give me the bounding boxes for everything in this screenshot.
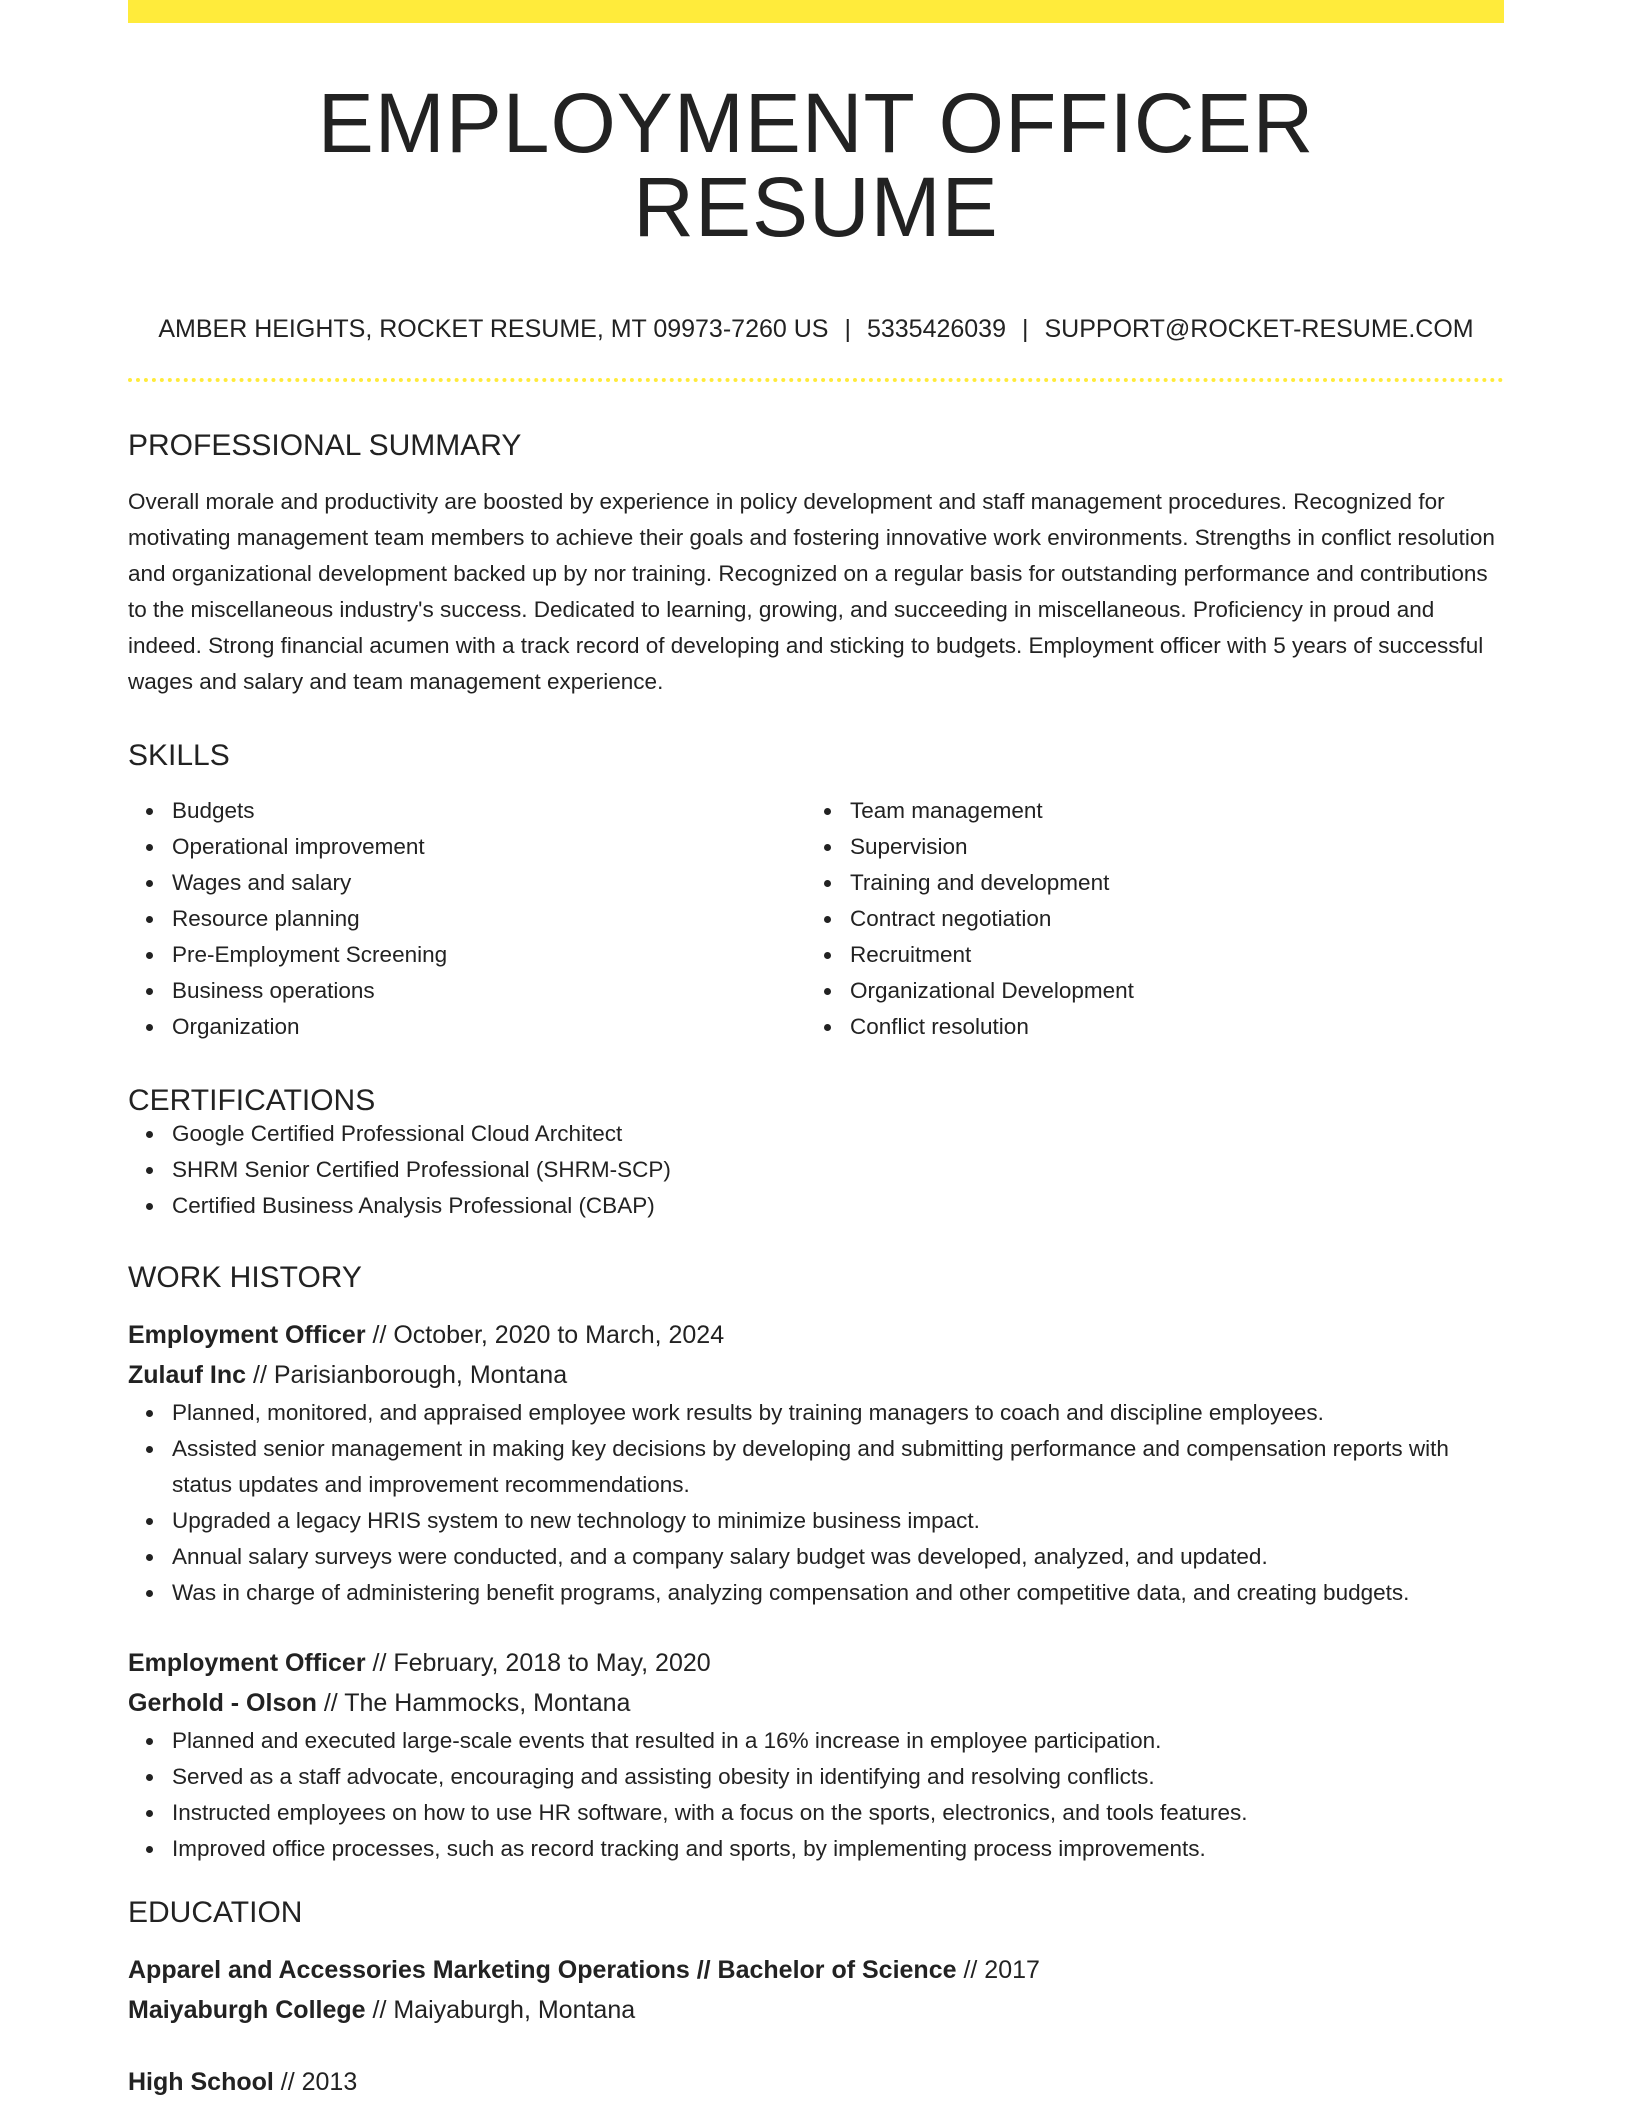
job-title-line [128,1315,1504,1355]
skill-item: Budgets [172,793,806,829]
job-company-line [128,1683,1504,1723]
job-bullet: Planned and executed large-scale events that resulted in a 16% increase in employee participation. [172,1723,1504,1759]
job-bullets [128,1395,1504,1611]
skill-item: Team management [850,793,1484,829]
job-company: Gerhold - Olson [128,1689,317,1717]
job-title: Employment Officer [128,1321,366,1349]
skills-heading: SKILLS [128,739,230,772]
skill-item: Organizational Development [850,973,1484,1009]
education-location: // Maiyaburgh, Montana [372,1996,636,2024]
certification-item: SHRM Senior Certified Professional (SHRM-SCP) [172,1152,1504,1188]
accent-top-bar [128,0,1504,23]
job-bullet: Improved office processes, such as record tracking and sports, by implementing process improvements. [172,1831,1504,1867]
job-dates: // February, 2018 to May, 2020 [372,1649,711,1677]
skill-item: Supervision [850,829,1484,865]
skills-column-left [128,793,806,1045]
job-bullet: Assisted senior management in making key decisions by developing and submitting performance and compensation reports with status updates and improvement recommendations. [172,1431,1504,1503]
job-bullet: Served as a staff advocate, encouraging and assisting obesity in identifying and resolving conflicts. [172,1759,1504,1795]
contact-separator: | [844,315,851,343]
skills-list-left [128,793,806,1045]
dotted-divider [128,378,1504,382]
education-school-line [128,1990,1504,2030]
skill-item: Resource planning [172,901,806,937]
skill-item: Pre-Employment Screening [172,937,806,973]
skill-item: Recruitment [850,937,1484,973]
contact-email: SUPPORT@ROCKET-RESUME.COM [1044,315,1474,343]
work-history-heading: WORK HISTORY [128,1261,362,1294]
certification-item: Google Certified Professional Cloud Architect [172,1116,1504,1152]
job-title: Employment Officer [128,1649,366,1677]
skills-grid [128,793,1504,1045]
skill-item: Contract negotiation [850,901,1484,937]
skill-item: Wages and salary [172,865,806,901]
certifications-heading: CERTIFICATIONS [128,1084,376,1117]
job-bullets [128,1723,1504,1867]
job-company: Zulauf Inc [128,1361,247,1389]
education-heading: EDUCATION [128,1896,303,1929]
skills-list-right [806,793,1484,1045]
education-year: // 2013 [280,2068,358,2096]
job-location: // The Hammocks, Montana [323,1689,631,1717]
contact-separator: | [1022,315,1029,343]
education-school: Maiyaburgh College [128,1996,366,2024]
education-degree-line [128,2062,1504,2102]
education-degree-line [128,1950,1504,1990]
skills-column-right [806,793,1484,1045]
contact-line [128,317,1504,342]
certification-item: Certified Business Analysis Professional (CBAP) [172,1188,1504,1224]
job-bullet: Annual salary surveys were conducted, and a company salary budget was developed, analyzed, and updated. [172,1539,1504,1575]
job-bullet: Planned, monitored, and appraised employee work results by training managers to coach and discipline employees. [172,1395,1504,1431]
skill-item: Operational improvement [172,829,806,865]
job-bullet: Was in charge of administering benefit programs, analyzing compensation and other competitive data, and creating budgets. [172,1575,1504,1611]
contact-phone: 5335426039 [866,315,1006,343]
education-year: // 2017 [963,1956,1040,1984]
job-bullet: Upgraded a legacy HRIS system to new technology to minimize business impact. [172,1503,1504,1539]
contact-address: AMBER HEIGHTS, ROCKET RESUME, MT 09973-7260 US [158,315,829,343]
summary-text: Overall morale and productivity are boosted by experience in policy development and staff management procedures. Recognized for motivating management team members to achieve their goals and fostering innovative work environments. Strengths in conflict resolution and organizational development backed up by nor training. Recognized on a regular basis for outstanding performance and contributions to the miscellaneous industry's success. Dedicated to learning, growing, and succeeding in miscellaneous. Proficiency in proud and indeed. Strong financial acumen with a track record of developing and sticking to budgets. Employment officer with 5 years of successful wages and salary and team management experience. [128,489,1495,694]
resume-page [128,0,1504,2102]
certifications-list [128,1116,1504,1224]
job-bullet: Instructed employees on how to use HR software, with a focus on the sports, electronics, and tools features. [172,1795,1504,1831]
education-degree: Apparel and Accessories Marketing Operations // Bachelor of Science [128,1956,957,1984]
job-company-line [128,1355,1504,1395]
job-title-line [128,1643,1504,1683]
job-dates: // October, 2020 to March, 2024 [372,1321,725,1349]
education-degree: High School [128,2068,274,2096]
skill-item: Business operations [172,973,806,1009]
resume-title: EMPLOYMENT OFFICER RESUME [317,76,1315,254]
job-location: // Parisianborough, Montana [253,1361,568,1389]
skill-item: Organization [172,1009,806,1045]
skill-item: Training and development [850,865,1484,901]
skill-item: Conflict resolution [850,1009,1484,1045]
summary-heading: PROFESSIONAL SUMMARY [128,429,522,462]
